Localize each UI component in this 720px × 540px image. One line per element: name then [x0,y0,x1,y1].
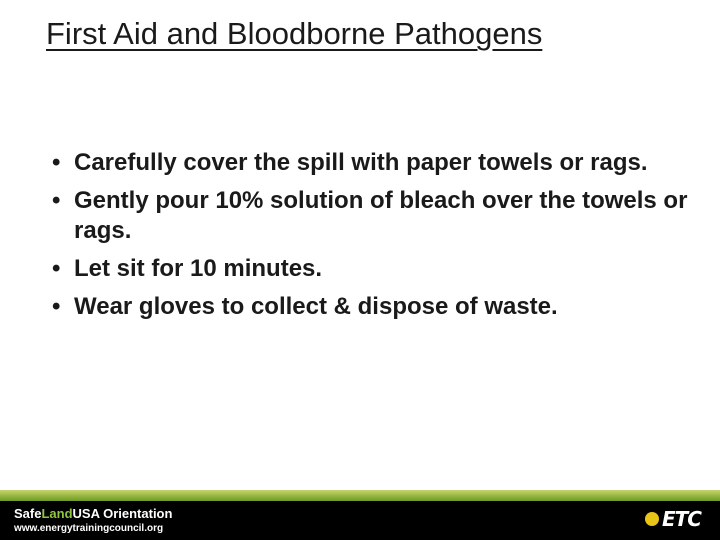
slide-title: First Aid and Bloodborne Pathogens [46,16,543,51]
bullet-item [52,292,692,322]
bullet-dot-icon: • [52,255,61,282]
footer-stripe [0,490,720,501]
bullet-item [52,254,692,284]
etc-logo [645,506,701,532]
bullet-dot-icon: • [52,149,61,176]
bullet-text: Wear gloves to collect & dispose of waste. [74,293,558,320]
brand-part-safe: Safe [14,506,42,521]
bullet-text: Carefully cover the spill with paper towels or rags. [74,149,648,176]
etc-mark-icon [645,512,659,526]
etc-logo-text: ETC [662,507,701,531]
footer-brand [14,506,172,521]
brand-part-usa: USA Orientation [72,506,173,521]
bullet-item [52,148,692,178]
footer-url: www.energytrainingcouncil.org [14,523,164,534]
bullet-text: Gently pour 10% solution of bleach over the towels or rags. [74,187,688,244]
bullet-dot-icon: • [52,293,61,320]
bullet-item [52,186,692,246]
brand-part-land: Land [41,506,73,521]
bullet-list [52,148,692,330]
bullet-dot-icon: • [52,187,61,214]
bullet-text: Let sit for 10 minutes. [74,255,323,282]
